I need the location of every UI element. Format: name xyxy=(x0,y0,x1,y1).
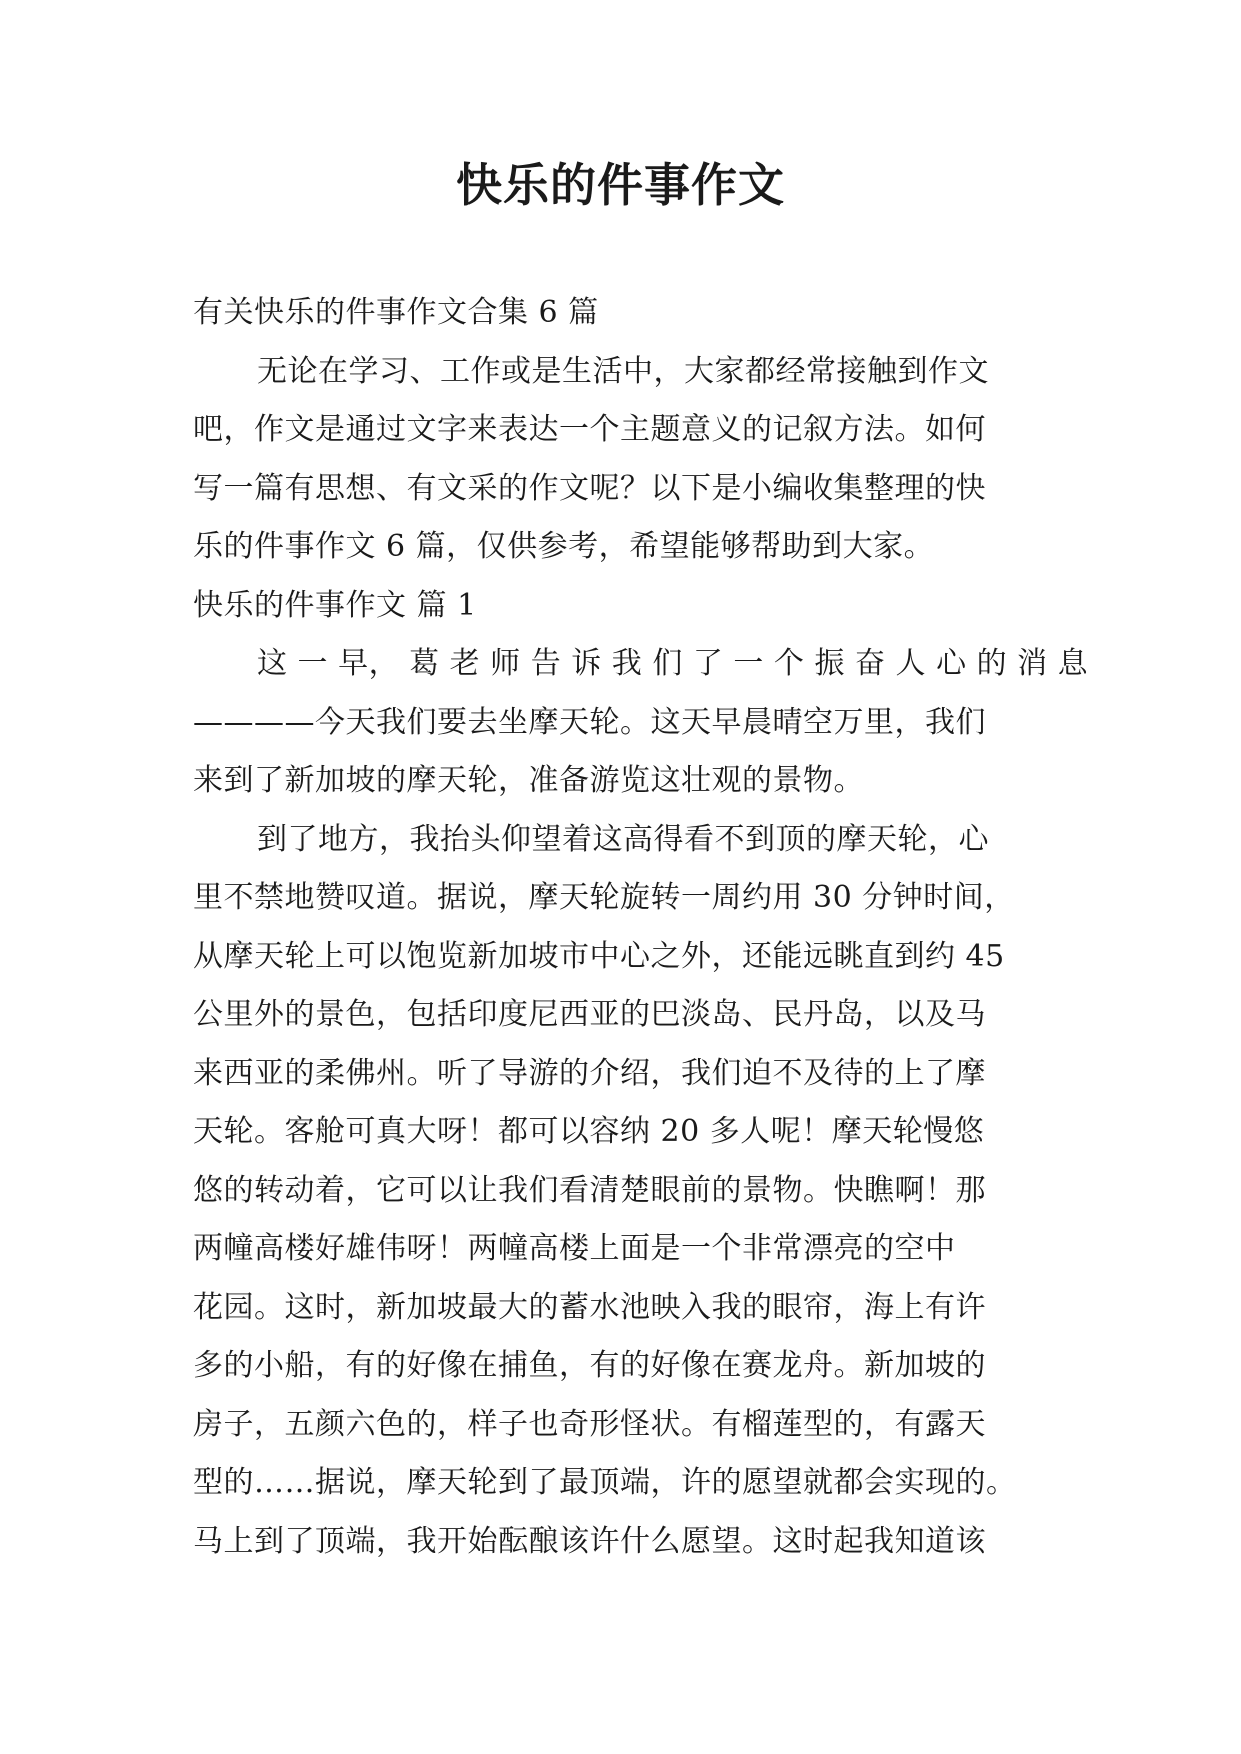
document-title: 快乐的件事作文 xyxy=(456,158,785,212)
text-line: 无论在学习、工作或是生活中，大家都经常接触到作文 xyxy=(257,353,989,389)
text-line: 写一篇有思想、有文采的作文呢？以下是小编收集整理的快 xyxy=(193,470,986,506)
text-line: 马上到了顶端，我开始酝酿该许什么愿望。这时起我知道该 xyxy=(193,1523,986,1559)
text-line: 公里外的景色，包括印度尼西亚的巴淡岛、民丹岛，以及马 xyxy=(193,997,986,1032)
text-line: 这 一 早， 葛 老 师 告 诉 我 们 了 一 个 振 奋 人 心 的 消 息 xyxy=(257,646,1089,681)
text-line: 花园。这时，新加坡最大的蓄水池映入我的眼帘，海上有许 xyxy=(193,1289,986,1325)
text-line: 快乐的件事作文 篇 1 xyxy=(193,587,477,623)
document-body xyxy=(193,284,1089,1571)
text-line: 悠的转动着，它可以让我们看清楚眼前的景物。快瞧啊！那 xyxy=(193,1172,986,1208)
text-line: 两幢高楼好雄伟呀！两幢高楼上面是一个非常漂亮的空中 xyxy=(193,1231,956,1266)
text-line: 吧，作文是通过文字来表达一个主题意义的记叙方法。如何 xyxy=(193,412,986,447)
text-line: 房子，五颜六色的，样子也奇形怪状。有榴莲型的，有露天 xyxy=(193,1406,986,1442)
text-line: 乐的件事作文 6 篇，仅供参考，希望能够帮助到大家。 xyxy=(193,529,935,564)
text-line: 来西亚的柔佛州。听了导游的介绍，我们迫不及待的上了摩 xyxy=(193,1055,986,1091)
text-line: ————今天我们要去坐摩天轮。这天早晨晴空万里，我们 xyxy=(193,704,986,740)
text-line: 里不禁地赞叹道。据说，摩天轮旋转一周约用 30 分钟时间， xyxy=(193,880,1015,915)
text-line: 来到了新加坡的摩天轮，准备游览这壮观的景物。 xyxy=(193,763,864,798)
text-line: 天轮。客舱可真大呀！都可以容纳 20 多人呢！摩天轮慢悠 xyxy=(193,1114,985,1149)
text-line: 有关快乐的件事作文合集 6 篇 xyxy=(193,295,599,330)
text-line: 从摩天轮上可以饱览新加坡市中心之外，还能远眺直到约 45 xyxy=(193,938,1005,974)
text-line: 型的……据说，摩天轮到了最顶端，许的愿望就都会实现的。 xyxy=(193,1465,1017,1500)
text-line: 多的小船，有的好像在捕鱼，有的好像在赛龙舟。新加坡的 xyxy=(193,1348,986,1383)
text-line: 到了地方，我抬头仰望着这高得看不到顶的摩天轮，心 xyxy=(257,821,989,857)
